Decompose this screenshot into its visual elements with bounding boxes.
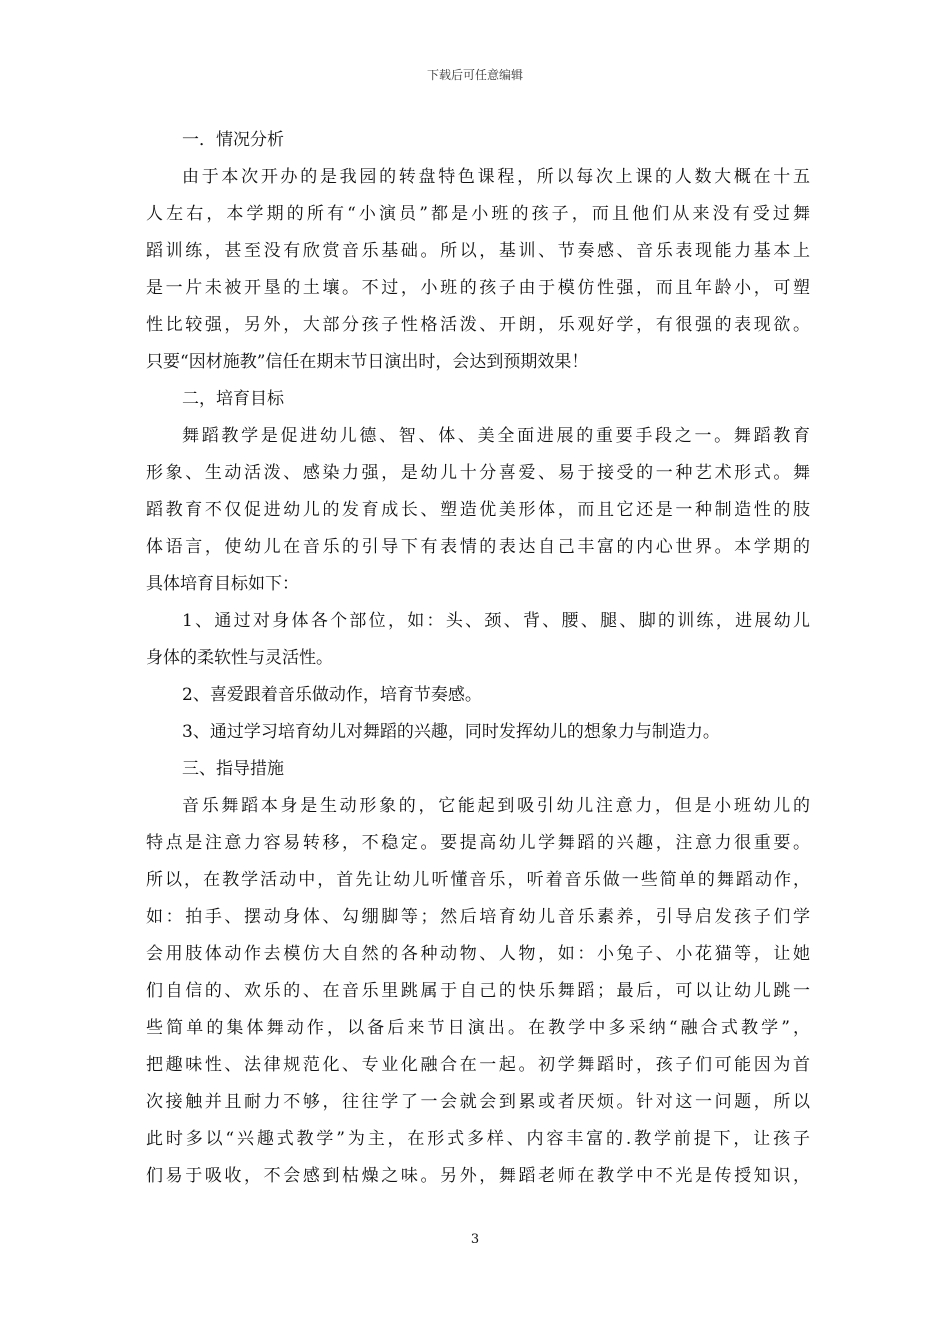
- list-item-2: 2、喜爱跟着音乐做动作，培育节奏感。: [182, 685, 482, 705]
- body-line: 音乐舞蹈本身是生动形象的，它能起到吸引幼儿注意力，但是小班幼儿的: [182, 796, 810, 816]
- page-number: 3: [470, 1232, 480, 1247]
- page-header: 下载后可任意编辑: [426, 68, 523, 82]
- section-heading-training-goals: 二，培育目标: [182, 389, 284, 409]
- body-line: 蹈训练，甚至没有欣赏音乐基础。所以，基训、节奏感、音乐表现能力基本上: [146, 241, 810, 261]
- section-heading-guidance-measures: 三、指导措施: [182, 759, 284, 779]
- body-line: 舞蹈教学是促进幼儿德、智、体、美全面进展的重要手段之一。舞蹈教育: [182, 426, 810, 446]
- body-line: 人左右，本学期的所有“小演员”都是小班的孩子，而且他们从来没有受过舞: [146, 204, 810, 224]
- body-line: 如：拍手、摆动身体、勾绷脚等；然后培育幼儿音乐素养，引导启发孩子们学: [146, 907, 810, 927]
- body-line: 是一片未被开垦的土壤。不过，小班的孩子由于模仿性强，而且年龄小，可塑: [146, 278, 810, 298]
- body-line: 次接触并且耐力不够，往往学了一会就会到累或者厌烦。针对这一问题，所以: [146, 1092, 810, 1112]
- list-item-1-continued: 身体的柔软性与灵活性。: [146, 648, 333, 668]
- document-body: [146, 122, 810, 1195]
- body-line: 把趣味性、法律规范化、专业化融合在一起。初学舞蹈时，孩子们可能因为首: [146, 1055, 810, 1075]
- body-line: 由于本次开办的是我园的转盘特色课程，所以每次上课的人数大概在十五: [182, 167, 810, 187]
- body-line: 会用肢体动作去模仿大自然的各种动物、人物，如：小兔子、小花猫等，让她: [146, 944, 810, 964]
- body-line: 们易于吸收，不会感到枯燥之味。另外，舞蹈老师在教学中不光是传授知识，: [146, 1166, 810, 1186]
- body-line: 特点是注意力容易转移，不稳定。要提高幼儿学舞蹈的兴趣，注意力很重要。: [146, 833, 810, 853]
- list-item-1: 1、通过对身体各个部位，如：头、颈、背、腰、腿、脚的训练，进展幼儿: [182, 611, 810, 631]
- body-line: 性比较强，另外，大部分孩子性格活泼、开朗，乐观好学，有很强的表现欲。: [146, 315, 810, 335]
- body-line: 具体培育目标如下：: [146, 574, 299, 594]
- section-heading-situation-analysis: 一．情况分析: [182, 130, 284, 150]
- body-line: 形象、生动活泼、感染力强，是幼儿十分喜爱、易于接受的一种艺术形式。舞: [146, 463, 810, 483]
- body-line: 只要“因材施教”信任在期末节日演出时，会达到预期效果！: [146, 352, 589, 372]
- body-line: 此时多以“兴趣式教学”为主，在形式多样、内容丰富的.教学前提下，让孩子: [146, 1129, 810, 1149]
- list-item-3: 3、通过学习培育幼儿对舞蹈的兴趣，同时发挥幼儿的想象力与制造力。: [182, 722, 720, 742]
- body-line: 蹈教育不仅促进幼儿的发育成长、塑造优美形体，而且它还是一种制造性的肢: [146, 500, 810, 520]
- body-line: 体语言，使幼儿在音乐的引导下有表情的表达自己丰富的内心世界。本学期的: [146, 537, 810, 557]
- body-line: 些简单的集体舞动作，以备后来节日演出。在教学中多采纳“融合式教学”，: [146, 1018, 810, 1038]
- body-line: 所以，在教学活动中，首先让幼儿听懂音乐，听着音乐做一些简单的舞蹈动作，: [146, 870, 810, 890]
- body-line: 们自信的、欢乐的、在音乐里跳属于自己的快乐舞蹈；最后，可以让幼儿跳一: [146, 981, 810, 1001]
